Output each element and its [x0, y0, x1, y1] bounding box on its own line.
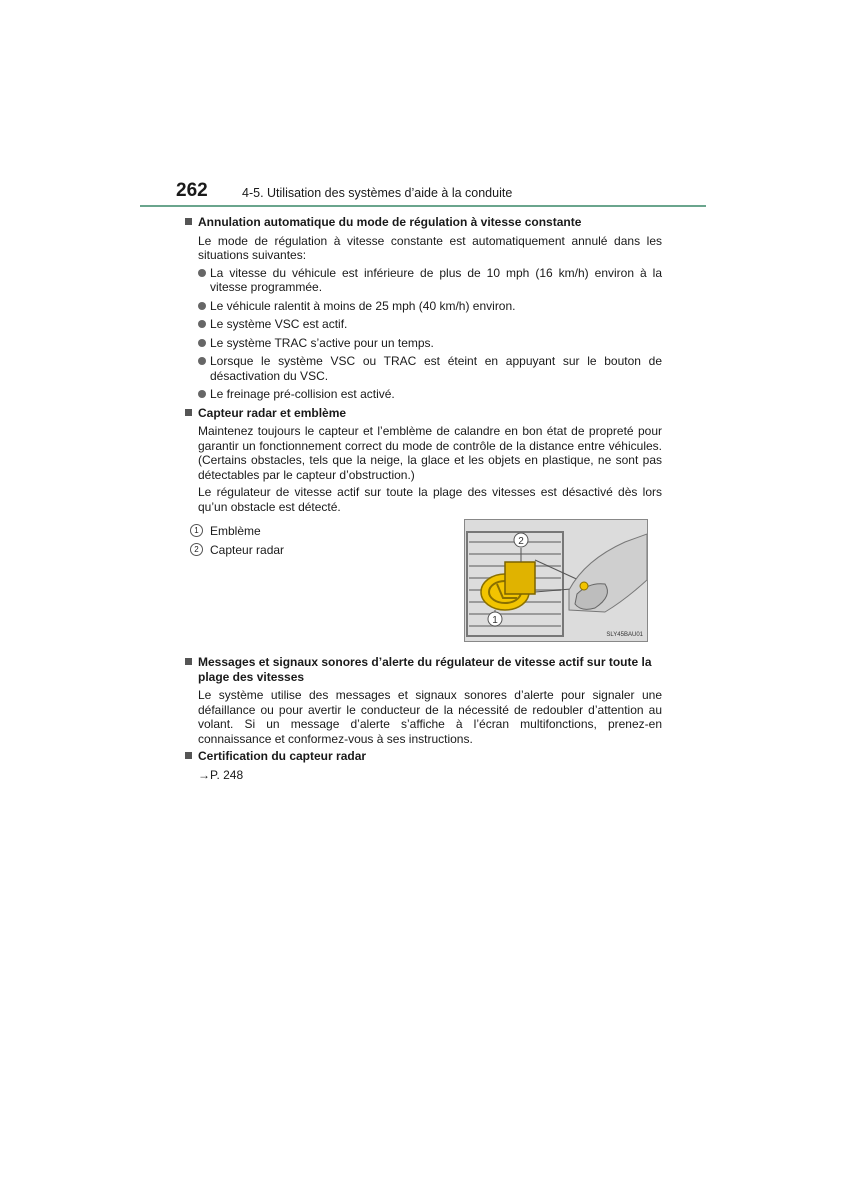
- figure-code: SLY45BAU01: [606, 632, 643, 638]
- heading-text: Capteur radar et emblème: [198, 405, 347, 420]
- heading-warning-messages: [184, 655, 662, 684]
- bullet-dot-icon: [198, 339, 206, 347]
- paragraph: Le mode de régulation à vitesse constante est automatiquement annulé dans les situations suivantes:: [198, 233, 662, 262]
- list-item-text: La vitesse du véhicule est inférieure de plus de 10 mph (16 km/h) environ à la vitesse programmée.: [210, 265, 662, 294]
- callout-number: 1: [190, 524, 203, 537]
- paragraph: Le système utilise des messages et signaux sonores d’alerte pour signaler une défaillance ou pour avertir le conducteur de la nécessité de redoubler d’attention au volant. Si un message d’alerte s’affiche à l’écran multifonctions, prenez-en connaissance et conformez-vous à ses instructions.: [198, 688, 662, 746]
- bullet-dot-icon: [198, 390, 206, 398]
- list-item: [198, 354, 662, 383]
- list-item-text: Le véhicule ralentit à moins de 25 mph (40 km/h) environ.: [210, 298, 516, 313]
- callout-label: Capteur radar: [210, 543, 285, 557]
- list-item: [198, 387, 662, 402]
- content-lower: [184, 655, 662, 782]
- heading-auto-cancel: [184, 215, 662, 230]
- paragraph: Le régulateur de vitesse actif sur toute la plage des vitesses est désactivé dès lors qu’un obstacle est détecté.: [198, 485, 662, 514]
- bullet-dot-icon: [198, 302, 206, 310]
- page-number: 262: [176, 180, 208, 201]
- radar-emblem-figure: [464, 519, 648, 642]
- page-reference-link[interactable]: →P. 248: [198, 767, 244, 782]
- list-item: [198, 299, 662, 314]
- list-item-text: Lorsque le système VSC ou TRAC est éteint en appuyant sur le bouton de désactivation du VSC.: [210, 354, 662, 383]
- list-item-text: Le système TRAC s’active pour un temps.: [210, 335, 434, 350]
- list-item: [198, 317, 662, 332]
- list-item-text: Le freinage pré-collision est activé.: [210, 387, 395, 401]
- callout-label: Emblème: [210, 524, 261, 538]
- bullet-dot-icon: [198, 269, 206, 277]
- heading-text: Annulation automatique du mode de régulation à vitesse constante: [198, 215, 582, 229]
- heading-text: Messages et signaux sonores d’alerte du régulateur de vitesse actif sur toute la plage des vitesses: [198, 655, 652, 684]
- square-bullet-icon: [185, 409, 192, 416]
- heading-text: Certification du capteur radar: [198, 749, 367, 763]
- square-bullet-icon: [185, 658, 192, 665]
- heading-radar-certification: [184, 749, 662, 764]
- content-upper: [184, 215, 662, 562]
- figure-marker-2: 2: [518, 536, 524, 547]
- list-item: [198, 336, 662, 351]
- square-bullet-icon: [185, 218, 192, 225]
- heading-radar-emblem: [184, 406, 662, 421]
- bullet-list: [198, 266, 662, 402]
- square-bullet-icon: [185, 752, 192, 759]
- bullet-dot-icon: [198, 320, 206, 328]
- list-item: [198, 266, 662, 295]
- callout-number: 2: [190, 543, 203, 556]
- section-title: 4-5. Utilisation des systèmes d’aide à la conduite: [242, 186, 513, 200]
- header-rule: [140, 205, 706, 207]
- bullet-dot-icon: [198, 357, 206, 365]
- grille-illustration: [465, 520, 647, 641]
- paragraph: Maintenez toujours le capteur et l’emblème de calandre en bon état de propreté pour garantir un fonctionnement correct du mode de contrôle de la distance entre véhicules. (Certains obstacles, tels que la neige, la glace et les objets en plastique, ne sont pas détectables par le capteur d’obstruction.): [198, 424, 662, 482]
- list-item-text: Le système VSC est actif.: [210, 317, 348, 331]
- figure-marker-1: 1: [492, 615, 498, 626]
